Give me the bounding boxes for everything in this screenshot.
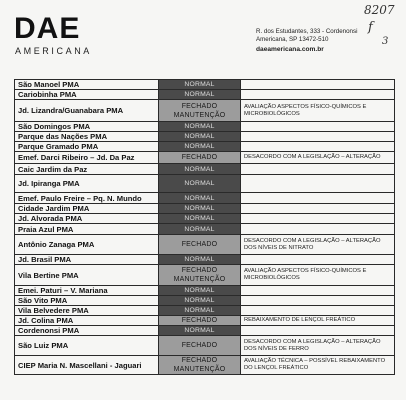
status-cell: FECHADO bbox=[159, 316, 241, 326]
observation-cell: DESACORDO COM A LEGISLAÇÃO – ALTERAÇÃO bbox=[241, 152, 395, 164]
location-cell: Vila Belvedere PMA bbox=[15, 306, 159, 316]
status-cell: NORMAL bbox=[159, 326, 241, 336]
status-cell: FECHADO MANUTENÇÃO bbox=[159, 356, 241, 375]
observation-cell bbox=[241, 132, 395, 142]
observation-cell bbox=[241, 164, 395, 175]
table-row bbox=[15, 235, 395, 255]
observation-cell: DESACORDO COM A LEGISLAÇÃO – ALTERAÇÃO DOS NÍVEIS DE NITRATO bbox=[241, 235, 395, 255]
table-row bbox=[15, 142, 395, 152]
location-cell: Emef. Darci Ribeiro – Jd. Da Paz bbox=[15, 152, 159, 164]
location-cell: São Luiz PMA bbox=[15, 336, 159, 356]
table-row bbox=[15, 90, 395, 100]
table-row bbox=[15, 152, 395, 164]
location-cell: Parque Gramado PMA bbox=[15, 142, 159, 152]
letterhead bbox=[0, 0, 406, 80]
location-cell: Caic Jardim da Paz bbox=[15, 164, 159, 175]
address-street: R. dos Estudantes, 333 - Cordenonsi bbox=[256, 28, 358, 35]
observation-cell bbox=[241, 90, 395, 100]
status-cell: NORMAL bbox=[159, 224, 241, 235]
table-row bbox=[15, 132, 395, 142]
status-cell: NORMAL bbox=[159, 80, 241, 90]
status-cell: NORMAL bbox=[159, 214, 241, 224]
location-cell: Cidade Jardim PMA bbox=[15, 204, 159, 214]
observation-cell bbox=[241, 214, 395, 224]
table-row bbox=[15, 214, 395, 224]
table-row bbox=[15, 296, 395, 306]
location-cell: Jd. Lizandra/Guanabara PMA bbox=[15, 100, 159, 122]
location-cell: Antônio Zanaga PMA bbox=[15, 235, 159, 255]
table-row bbox=[15, 336, 395, 356]
observation-cell bbox=[241, 204, 395, 214]
location-cell: Jd. Alvorada PMA bbox=[15, 214, 159, 224]
handwritten-note-digit: 3 bbox=[382, 36, 389, 47]
location-cell: Cordenonsi PMA bbox=[15, 326, 159, 336]
status-cell: FECHADO MANUTENÇÃO bbox=[159, 265, 241, 286]
status-cell: NORMAL bbox=[159, 132, 241, 142]
observation-cell bbox=[241, 80, 395, 90]
observation-cell bbox=[241, 175, 395, 193]
address-city: Americana, SP 13472-510 bbox=[256, 36, 329, 43]
status-cell: NORMAL bbox=[159, 142, 241, 152]
location-cell: São Manoel PMA bbox=[15, 80, 159, 90]
observation-cell bbox=[241, 326, 395, 336]
status-cell: NORMAL bbox=[159, 296, 241, 306]
observation-cell bbox=[241, 142, 395, 152]
handwritten-note-letter: f bbox=[368, 20, 373, 35]
observation-cell bbox=[241, 296, 395, 306]
status-cell: NORMAL bbox=[159, 175, 241, 193]
status-cell: NORMAL bbox=[159, 255, 241, 265]
dae-logo bbox=[14, 14, 92, 57]
table-row bbox=[15, 175, 395, 193]
location-cell: Cariobinha PMA bbox=[15, 90, 159, 100]
location-cell: Jd. Colina PMA bbox=[15, 316, 159, 326]
table-row bbox=[15, 356, 395, 375]
observation-cell bbox=[241, 286, 395, 296]
observation-cell bbox=[241, 193, 395, 204]
table-row bbox=[15, 204, 395, 214]
observation-cell: AVALIAÇÃO ASPECTOS FÍSICO-QUÍMICOS E MICROBIOLÓGICOS bbox=[241, 265, 395, 286]
observation-cell: AVALIAÇÃO TÉCNICA – POSSÍVEL REBAIXAMENTO DO LENÇOL FREÁTICO bbox=[241, 356, 395, 375]
status-cell: FECHADO bbox=[159, 152, 241, 164]
location-cell: São Vito PMA bbox=[15, 296, 159, 306]
observation-cell: AVALIAÇÃO ASPECTOS FÍSICO-QUÍMICOS E MICROBIOLÓGICOS bbox=[241, 100, 395, 122]
observation-cell: REBAIXAMENTO DE LENÇOL FREÁTICO bbox=[241, 316, 395, 326]
table-row bbox=[15, 224, 395, 235]
logo-word: DAE bbox=[14, 12, 81, 45]
location-cell: Emef. Paulo Freire – Pq. N. Mundo bbox=[15, 193, 159, 204]
table-row bbox=[15, 164, 395, 175]
observation-cell bbox=[241, 122, 395, 132]
status-cell: NORMAL bbox=[159, 193, 241, 204]
observation-cell: DESACORDO COM A LEGISLAÇÃO – ALTERAÇÃO DOS NÍVEIS DE FERRO bbox=[241, 336, 395, 356]
status-table-body bbox=[15, 80, 395, 375]
location-cell: Emei. Paturi – V. Mariana bbox=[15, 286, 159, 296]
status-cell: FECHADO MANUTENÇÃO bbox=[159, 100, 241, 122]
location-cell: Jd. Ipiranga PMA bbox=[15, 175, 159, 193]
observation-cell bbox=[241, 306, 395, 316]
company-website: daeamericana.com.br bbox=[256, 46, 324, 53]
status-cell: NORMAL bbox=[159, 204, 241, 214]
status-cell: FECHADO bbox=[159, 235, 241, 255]
status-table bbox=[14, 79, 395, 375]
logo-subtitle: AMERICANA bbox=[15, 46, 92, 56]
table-row bbox=[15, 255, 395, 265]
table-row bbox=[15, 80, 395, 90]
table-row bbox=[15, 100, 395, 122]
status-cell: NORMAL bbox=[159, 122, 241, 132]
location-cell: Vila Bertine PMA bbox=[15, 265, 159, 286]
observation-cell bbox=[241, 255, 395, 265]
location-cell: CIEP Maria N. Mascellani - Jaguari bbox=[15, 356, 159, 375]
location-cell: Parque das Nações PMA bbox=[15, 132, 159, 142]
status-cell: NORMAL bbox=[159, 306, 241, 316]
status-cell: NORMAL bbox=[159, 90, 241, 100]
table-row bbox=[15, 193, 395, 204]
location-cell: São Domingos PMA bbox=[15, 122, 159, 132]
company-address bbox=[256, 28, 357, 54]
table-row bbox=[15, 306, 395, 316]
status-cell: FECHADO bbox=[159, 336, 241, 356]
table-row bbox=[15, 122, 395, 132]
observation-cell bbox=[241, 224, 395, 235]
table-row bbox=[15, 326, 395, 336]
status-cell: NORMAL bbox=[159, 286, 241, 296]
location-cell: Praia Azul PMA bbox=[15, 224, 159, 235]
table-row bbox=[15, 316, 395, 326]
handwritten-note-number: 8207 bbox=[364, 3, 395, 17]
status-cell: NORMAL bbox=[159, 164, 241, 175]
table-row bbox=[15, 265, 395, 286]
location-cell: Jd. Brasil PMA bbox=[15, 255, 159, 265]
table-row bbox=[15, 286, 395, 296]
